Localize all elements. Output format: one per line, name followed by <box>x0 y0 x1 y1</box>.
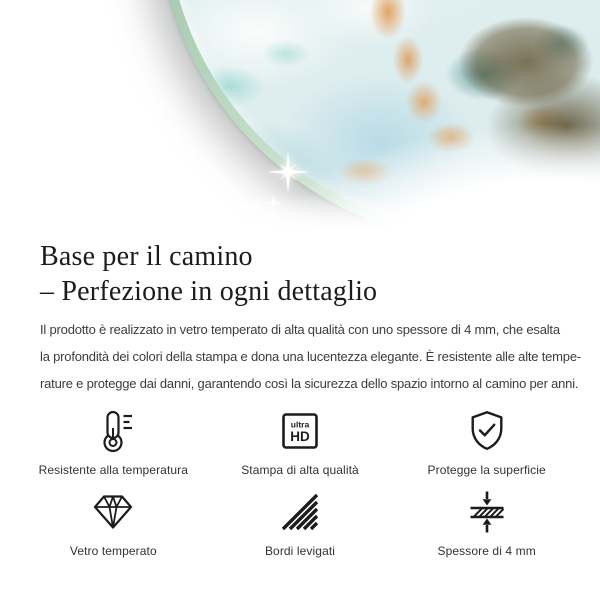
feature-thickness <box>393 488 580 559</box>
feature-label: Spessore di 4 mm <box>437 544 536 558</box>
polished-edges-icon <box>276 488 324 536</box>
description-line: Il prodotto è realizzato in vetro temperato di alta qualità con uno spessore di 4 mm, che esalta <box>40 322 560 337</box>
feature-label: Stampa di alta qualità <box>241 463 359 477</box>
page-title-line2: – Perfezione in ogni dettaglio <box>40 276 378 307</box>
description-line: la profondità dei colori della stampa e dona una lucentezza elegante. È resistente alle alte tempe- <box>40 349 581 364</box>
feature-label: Vetro temperato <box>69 544 157 558</box>
sparkle-icon <box>267 151 309 193</box>
feature-label: Protegge la superficie <box>427 463 546 477</box>
product-image <box>0 0 600 236</box>
ultra-hd-icon <box>276 407 324 455</box>
feature-label: Resistente alla temperatura <box>38 463 189 477</box>
features-grid <box>0 397 600 559</box>
page-title <box>40 239 560 309</box>
feature-print-quality <box>207 407 394 478</box>
diamond-icon <box>89 488 137 536</box>
svg-text:HD: HD <box>290 429 310 444</box>
feature-temperature <box>20 407 207 478</box>
description-line: rature e protegge dai danni, garantendo così la sicurezza dello spazio intorno al camino per anni. <box>40 376 579 391</box>
sparkle-small-icon <box>263 193 283 213</box>
feature-label: Bordi levigati <box>264 544 336 558</box>
product-description <box>40 316 581 397</box>
page-title-line1: Base per il camino <box>40 241 253 272</box>
image-fade-bottom <box>0 195 600 236</box>
thermometer-icon <box>89 407 137 455</box>
feature-polished-edges <box>207 488 394 559</box>
shield-check-icon <box>463 407 511 455</box>
thickness-icon <box>463 488 511 536</box>
feature-surface-protection <box>393 407 580 478</box>
feature-tempered-glass <box>20 488 207 559</box>
svg-text:ultra: ultra <box>290 419 310 430</box>
